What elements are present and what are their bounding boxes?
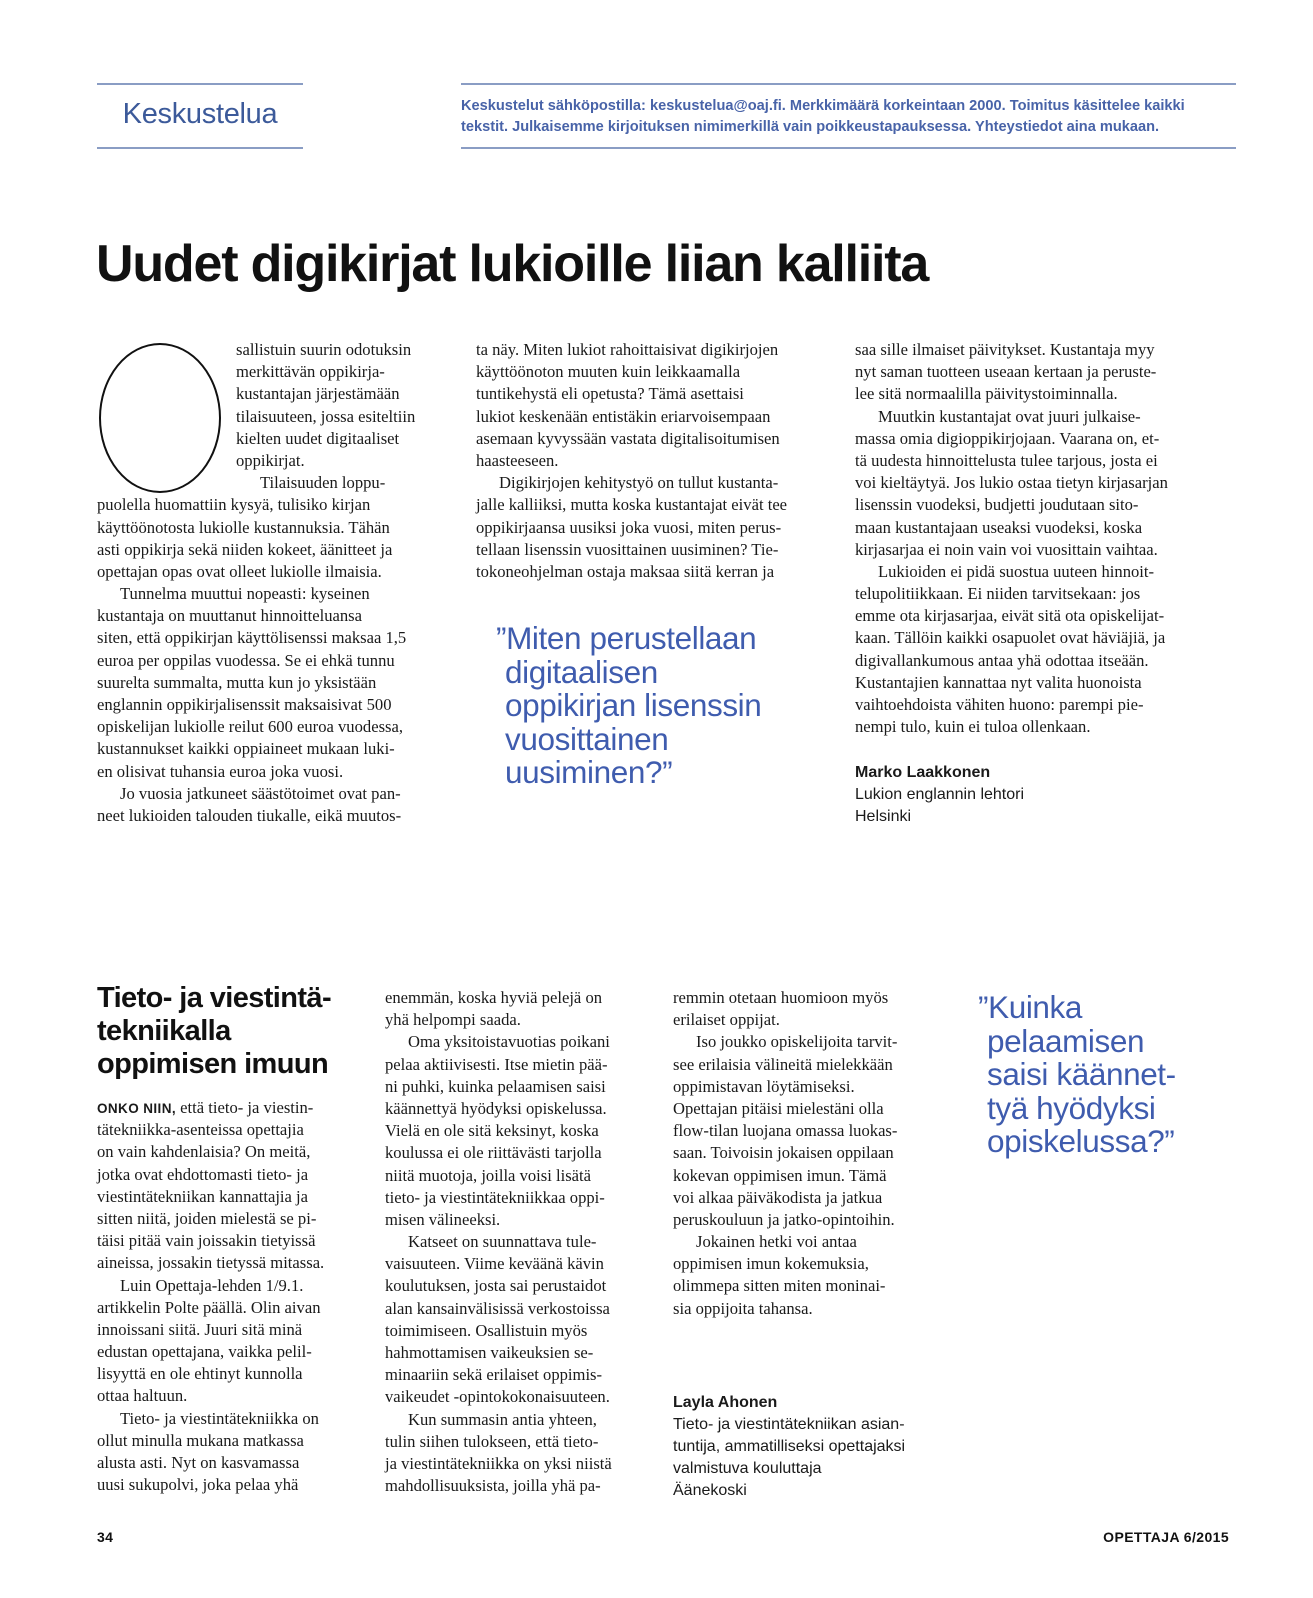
body-line: voi alkaa päiväkodista ja jatkua xyxy=(673,1187,883,1207)
body-line: tellaan lisenssin vuosittainen uusiminen? Tie- xyxy=(476,539,779,559)
article1-pull-quote xyxy=(496,620,762,790)
author-detail: Tieto- ja viestintätekniikan asian- xyxy=(673,1416,905,1433)
body-line: siten, että oppikirjan käyttölisenssi maksaa 1,5 xyxy=(97,628,407,648)
body-line: emme ota kirjasarjaa, eivät sitä ota opiskelijat- xyxy=(855,606,1165,626)
article2-column-3 xyxy=(673,987,943,1320)
section-label: Keskustelua xyxy=(122,98,278,130)
body-line: Oma yksitoistavuotias poikani xyxy=(408,1032,610,1052)
body-line: Digikirjojen kehitystyö on tullut kustanta- xyxy=(499,473,779,493)
body-line: remmin otetaan huomioon myös xyxy=(673,988,889,1007)
body-line: toimimiseen. Osallistuin myös xyxy=(385,1320,588,1340)
body-line: aineissa, jossakin tietyssä mitassa. xyxy=(97,1253,325,1273)
quote-line: opiskelussa?” xyxy=(987,1123,1175,1159)
body-line: oppikirjat. xyxy=(236,450,305,470)
body-line: ottaa haltuun. xyxy=(97,1386,188,1406)
article1-column-2 xyxy=(476,339,836,583)
body-line: minaariin sekä erilaiset oppimis- xyxy=(385,1365,603,1385)
body-line: että tieto- ja viestin- xyxy=(176,1098,314,1117)
body-line: asemaan kyvyssään vastata digitalisoitumisen xyxy=(476,428,780,448)
body-line: Tieto- ja viestintätekniikka on xyxy=(120,1408,319,1428)
quote-line: saisi käännet- xyxy=(987,1056,1176,1092)
body-line: saan. Toivoisin jokaisen oppilaan xyxy=(673,1143,894,1163)
body-line: kustantaja on muuttanut hinnoitteluansa xyxy=(97,606,362,626)
body-line: saa sille ilmaiset päivitykset. Kustantaja myy xyxy=(855,340,1155,359)
body-line: lisyyttä en ole ehtinyt kunnolla xyxy=(97,1364,303,1384)
article2-author xyxy=(673,1392,905,1502)
author-name: Layla Ahonen xyxy=(673,1394,778,1411)
body-line: sitten niitä, joiden mielestä se pi- xyxy=(97,1208,317,1228)
author-name: Marko Laakkonen xyxy=(855,764,991,781)
header-rule-left-bottom xyxy=(97,147,303,149)
article1-headline: Uudet digikirjat lukioille liian kalliita xyxy=(96,235,929,293)
body-line: vaihtoehdoista vähiten huono: parempi pie- xyxy=(855,695,1144,714)
body-line: misen välineeksi. xyxy=(385,1209,501,1229)
submission-guidelines xyxy=(461,96,1231,138)
body-line: maan kustantajaan useaksi vuodeksi, koska xyxy=(855,517,1143,537)
lead-caps: ONKO NIIN, xyxy=(97,1101,177,1116)
body-line: sallistuin suurin odotuksin xyxy=(236,340,412,359)
body-line: niitä muotoja, joilla voisi lisätä xyxy=(385,1165,592,1185)
body-line: voi kieltäytyä. Jos lukio ostaa tietyn kirjasarjan xyxy=(855,473,1168,493)
body-line: koulussa ei ole riittävästi tarjolla xyxy=(385,1143,602,1163)
body-line: suurelta summalta, mutta kun jo yksistään xyxy=(97,672,377,692)
body-line: vaikeudet -opintokokonaisuuteen. xyxy=(385,1387,610,1407)
page-number: 34 xyxy=(97,1529,114,1545)
body-line: nyt saman tuotteen useaan kertaan ja peruste- xyxy=(855,362,1157,382)
body-line: täisi pitää vain joissakin tietyissä xyxy=(97,1231,316,1251)
header-rule-right-bottom xyxy=(461,147,1236,149)
body-line: mahdollisuuksista, joilla yhä pa- xyxy=(385,1476,601,1496)
body-line: neet lukioiden talouden tiukalle, eikä muutos- xyxy=(97,805,402,825)
body-line: ta näy. Miten lukiot rahoittaisivat digikirjojen xyxy=(476,340,779,359)
body-line: kielten uudet digitaaliset xyxy=(236,428,400,448)
body-line: kustantajan järjestämään xyxy=(236,384,400,404)
body-line: yhä helpompi saada. xyxy=(385,1010,521,1030)
body-line: ni puhki, kuinka pelaamisen saisi xyxy=(385,1076,606,1096)
body-line: see erilaisia välineitä mielekkään xyxy=(673,1054,893,1074)
body-line: artikkelin Polte päällä. Olin aivan xyxy=(97,1297,321,1317)
body-line: Katseet on suunnattava tule- xyxy=(408,1232,597,1252)
body-line: tuntikehystä eli opetusta? Tämä asettaisi xyxy=(476,384,744,404)
body-line: sia oppijoita tahansa. xyxy=(673,1298,813,1318)
body-line: nempi tulo, kuin ei tuloa ollenkaan. xyxy=(855,717,1091,737)
headline-line: tekniikalla xyxy=(97,1015,231,1047)
issue-label: OPETTAJA 6/2015 xyxy=(1103,1529,1229,1545)
body-line: innoissani siitä. Juuri sitä minä xyxy=(97,1319,303,1339)
body-line: asti oppikirja sekä niiden kokeet, äänitteet ja xyxy=(97,539,393,559)
body-line: opettajan opas ovat olleet lukiolle ilmaisia. xyxy=(97,561,382,581)
header-rule-right-top xyxy=(461,83,1236,85)
body-line: Muutkin kustantajat ovat juuri julkaise- xyxy=(878,406,1141,426)
article2-headline xyxy=(97,982,367,1081)
body-line: Luin Opettaja-lehden 1/9.1. xyxy=(120,1275,304,1295)
body-line: uusi sukupolvi, joka pelaa yhä xyxy=(97,1475,299,1495)
body-line: lee sitä normaalilla päivitystoiminnalla. xyxy=(855,384,1118,404)
author-detail: valmistuva kouluttaja xyxy=(673,1460,822,1477)
body-line: käyttöönoton muuten kuin leikkaamalla xyxy=(476,362,741,382)
body-line: merkittävän oppikirja- xyxy=(236,362,385,382)
body-line: alusta asti. Nyt on kasvamassa xyxy=(97,1453,300,1472)
quote-line: vuosittainen xyxy=(505,720,669,757)
body-line: Kun summasin antia yhteen, xyxy=(408,1409,597,1429)
body-line: koulutuksen, josta sai perustaidot xyxy=(385,1276,607,1296)
body-line: lisenssin vuodeksi, budjetti joudutaan sito- xyxy=(855,495,1139,515)
body-line: vaisuuteen. Viime keväänä kävin xyxy=(385,1254,604,1274)
body-line: edustan opettajana, vaikka pelil- xyxy=(97,1342,312,1362)
intro-line: Keskustelut sähköpostilla: keskustelua@oaj.fi. Merkkimäärä korkeintaan 2000. Toimitus käsittelee kaikki xyxy=(461,98,1185,114)
body-line: peruskouluun ja jatko-opintoihin. xyxy=(673,1209,895,1229)
body-line: käännettyä hyödyksi opiskelussa. xyxy=(385,1098,607,1118)
body-line: Lukioiden ei pidä suostua uuteen hinnoit- xyxy=(878,561,1155,581)
author-detail: Äänekoski xyxy=(673,1482,747,1499)
body-line: Opettajan pitäisi mielestäni olla xyxy=(673,1098,884,1118)
body-line: olimmepa sitten miten moninai- xyxy=(673,1276,886,1296)
body-line: Iso joukko opiskelijoita tarvit- xyxy=(696,1032,898,1052)
body-line: Kustantajien kannattaa nyt valita huonoista xyxy=(855,672,1142,692)
body-line: oppikirjaansa uusiksi joka vuosi, miten perus- xyxy=(476,517,782,537)
header-rule-left-top xyxy=(97,83,303,85)
body-line: tilaisuuteen, jossa esiteltiin xyxy=(236,406,416,426)
body-line: Tilaisuuden loppu- xyxy=(260,473,386,493)
quote-line: pelaamisen xyxy=(987,1022,1145,1059)
quote-line: digitaalisen xyxy=(505,653,658,690)
body-line: oppimistavan löytämiseksi. xyxy=(673,1076,855,1096)
body-line: puolella huomattiin kysyä, tulisiko kirjan xyxy=(97,495,371,515)
body-line: digivallankumous antaa yhä odottaa itseään. xyxy=(855,650,1149,670)
body-line: käyttöönotosta lukiolle kustannuksia. Tähän xyxy=(97,517,390,537)
body-line: viestintätekniikan kannattajia ja xyxy=(97,1186,309,1206)
body-line: telupolitiikkaan. Ei niiden tarvitsekaan: jos xyxy=(855,584,1141,604)
body-line: ollut minulla mukana matkassa xyxy=(97,1430,304,1450)
body-line: Vielä en ole sitä keksinyt, koska xyxy=(385,1121,599,1141)
body-line: ja viestintätekniikka on yksi niistä xyxy=(385,1453,612,1473)
body-line: flow-tilan luojana omassa luokas- xyxy=(673,1121,898,1141)
body-line: tätekniikka-asenteissa opettajia xyxy=(97,1120,304,1140)
body-line: tieto- ja viestintätekniikkaa oppi- xyxy=(385,1187,605,1207)
body-line: Tunnelma muuttui nopeasti: kyseinen xyxy=(120,584,370,604)
headline-line: Tieto- ja viestintä- xyxy=(97,982,332,1014)
body-line: Jokainen hetki voi antaa xyxy=(696,1232,857,1252)
author-detail: Lukion englannin lehtori xyxy=(855,786,1025,803)
body-line: englannin oppikirjalisenssit maksaisivat 500 xyxy=(97,695,392,714)
quote-line: uusiminen?” xyxy=(505,754,673,790)
body-line: hahmottamisen vaikeuksien se- xyxy=(385,1343,594,1362)
article1-column-3 xyxy=(855,339,1225,738)
body-line: tulin siihen tulokseen, että tieto- xyxy=(385,1431,599,1451)
body-line: oppimisen imun kokemuksia, xyxy=(673,1254,869,1274)
quote-line: ”Miten perustellaan xyxy=(496,620,757,656)
body-line: erilaiset oppijat. xyxy=(673,1010,780,1030)
body-line: kirjasarjaa ei noin vain voi vuosittain vaihtaa. xyxy=(855,539,1158,559)
body-line: kustannukset kaikki oppiaineet mukaan luki- xyxy=(97,739,395,759)
article1-column-1 xyxy=(97,339,457,827)
body-line: kokevan oppimisen imun. Tämä xyxy=(673,1165,887,1185)
body-line: jotka ovat ehdottomasti tieto- ja xyxy=(97,1164,309,1184)
body-line: on vain kahdenlaisia? On meitä, xyxy=(97,1142,311,1162)
body-line: tä uudesta hinnoittelusta tulee tarjous, josta ei xyxy=(855,450,1158,470)
quote-line: tyä hyödyksi xyxy=(987,1089,1156,1126)
body-line: lukiot keskenään entistäkin eriarvoisempaan xyxy=(476,406,771,426)
author-detail: Helsinki xyxy=(855,808,912,825)
body-line: kaan. Tällöin kaikki osapuolet ovat häviäjiä, ja xyxy=(855,628,1166,648)
body-line: jalle kalliiksi, mutta koska kustantajat eivät tee xyxy=(476,495,788,515)
body-line: alan kansainvälisissä verkostoissa xyxy=(385,1298,610,1318)
body-line: euroa per oppilas vuodessa. Se ei ehkä tunnu xyxy=(97,650,395,670)
article2-column-1 xyxy=(97,1097,367,1496)
article1-author xyxy=(855,762,1024,828)
quote-line: ”Kuinka xyxy=(978,989,1083,1025)
headline-line: oppimisen imuun xyxy=(97,1048,329,1080)
intro-line: tekstit. Julkaisemme kirjoituksen nimimerkillä vain poikkeustapauksessa. Yhteystiedot aina mukaan. xyxy=(461,119,1160,135)
body-line: pelaa aktiivisesti. Itse mietin pää- xyxy=(385,1054,608,1074)
article2-column-2 xyxy=(385,987,655,1497)
body-line: en olisivat tuhansia euroa joka vuosi. xyxy=(97,761,344,781)
body-line: enemmän, koska hyviä pelejä on xyxy=(385,988,603,1007)
body-line: Jo vuosia jatkuneet säästötoimet ovat pan- xyxy=(120,783,401,803)
body-line: opiskelijan lukiolle reilut 600 euroa vuodessa, xyxy=(97,717,403,737)
body-line: massa omia digioppikirjojaan. Vaarana on, et- xyxy=(855,428,1160,448)
article2-pull-quote xyxy=(978,989,1176,1159)
body-line: tokoneohjelman ostaja maksaa siitä kerran ja xyxy=(476,561,775,581)
author-detail: tuntija, ammatilliseksi opettajaksi xyxy=(673,1438,906,1455)
body-line: haasteeseen. xyxy=(476,450,559,470)
quote-line: oppikirjan lisenssin xyxy=(505,687,762,723)
